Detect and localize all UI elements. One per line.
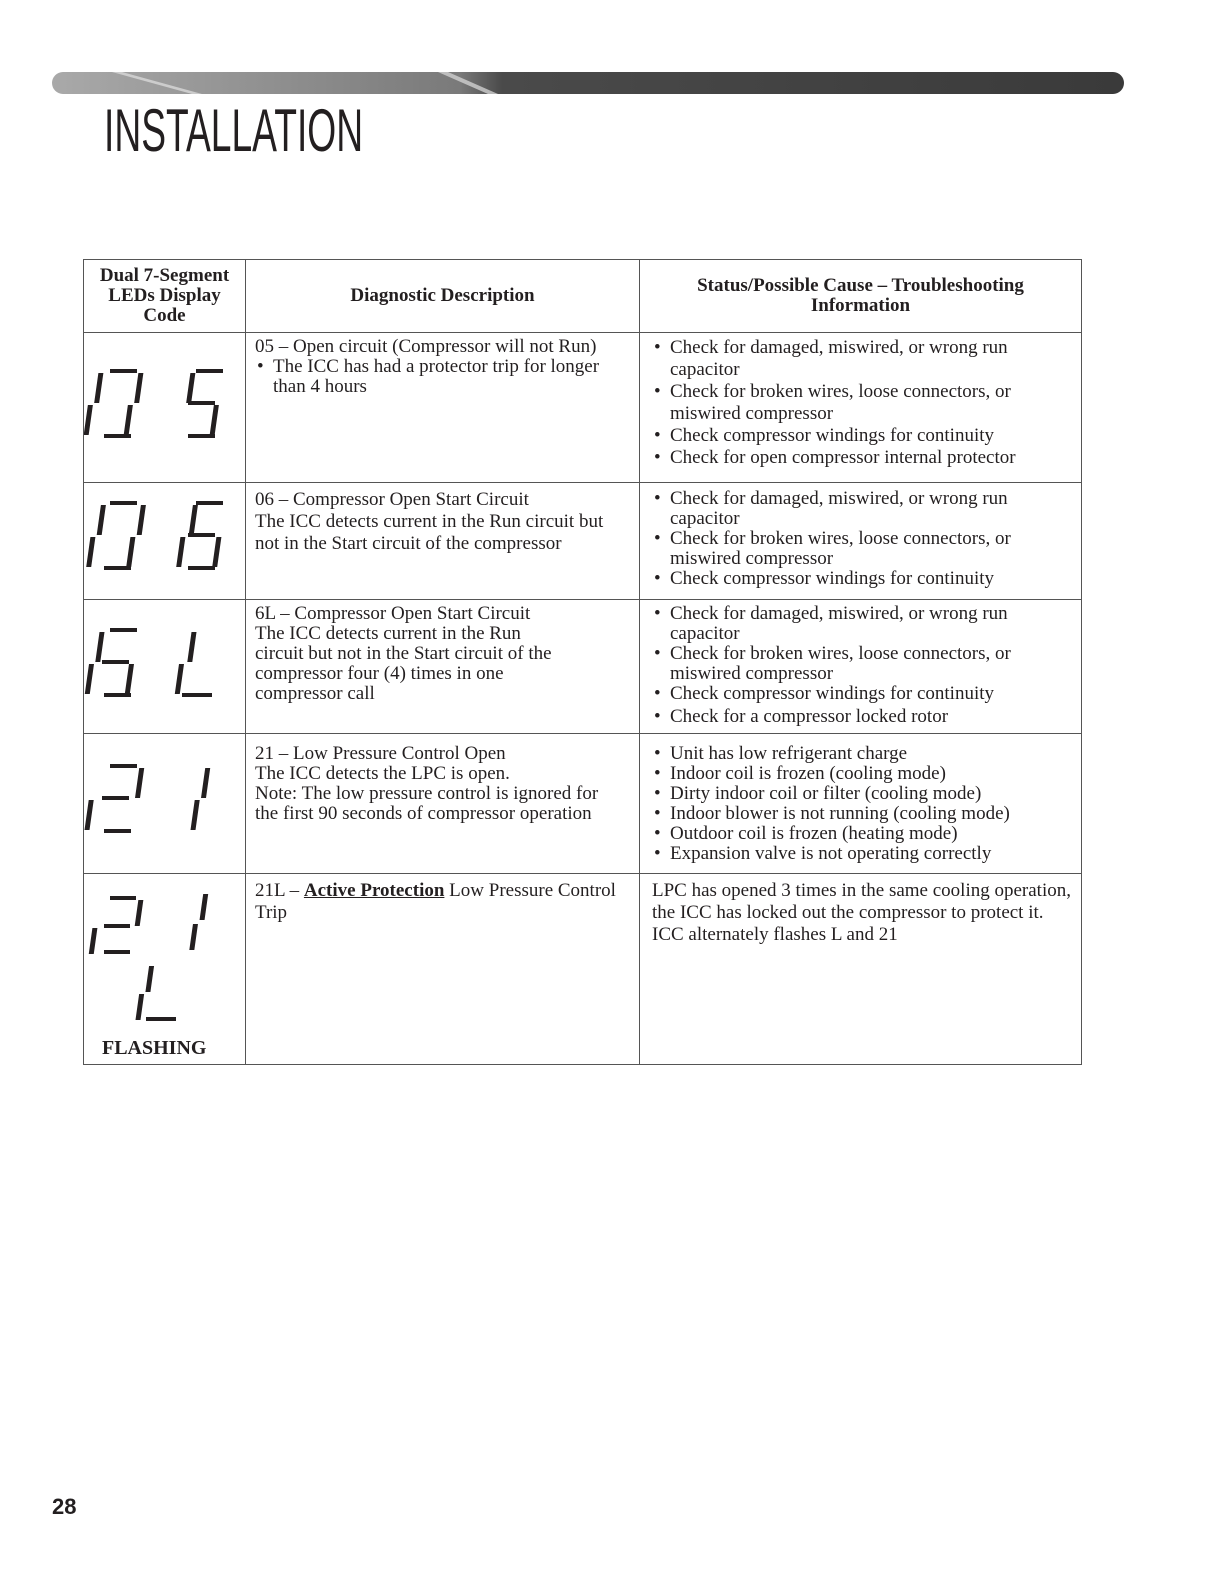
possible-cause [640, 734, 1082, 874]
cause-list [652, 489, 1071, 589]
cause-text: LPC has opened 3 times in the same cooling operation, the ICC has locked out the compressor to protect it. ICC alternately flashes L and 21 [652, 880, 1071, 945]
cause-item: • Check for damaged, miswired, or wrong run capacitor [652, 604, 1011, 644]
flashing-label: FLASHING [102, 1037, 207, 1059]
table-row [84, 734, 1082, 874]
led-display-05 [84, 333, 244, 481]
possible-cause [640, 600, 1082, 734]
table-row [84, 600, 1082, 734]
led-display-code [84, 333, 246, 483]
led-display-06 [84, 483, 244, 598]
cause-item: • Check for broken wires, loose connectors, or miswired compressor [652, 529, 1071, 569]
cause-list [652, 604, 1011, 727]
header-possible-cause-label: Status/Possible Cause – Troubleshooting Information [697, 275, 1024, 316]
description-title: 05 – Open circuit (Compressor will not Run) [255, 336, 597, 357]
table-row [84, 333, 1082, 483]
header-possible-cause [640, 260, 1082, 333]
diagnostic-table [83, 259, 1082, 1065]
description-note: Note: The low pressure control is ignored for the first 90 seconds of compressor operation [255, 783, 599, 824]
led-display-code [84, 874, 246, 1065]
possible-cause [640, 874, 1082, 1065]
led-display-code [84, 600, 246, 734]
cause-item: • Check for damaged, miswired, or wrong run capacitor [652, 337, 1071, 381]
cause-item: • Dirty indoor coil or filter (cooling mode) [652, 784, 1071, 804]
cause-item: • Check for broken wires, loose connectors, or miswired compressor [652, 381, 1071, 425]
diagnostic-description [246, 483, 640, 600]
description-bullets [255, 357, 629, 397]
description-text: The ICC detects the LPC is open. [255, 763, 510, 784]
cause-item: • Check for open compressor internal protector [652, 447, 1071, 469]
possible-cause [640, 483, 1082, 600]
led-display-code [84, 734, 246, 874]
led-display-21-l [84, 874, 244, 1034]
header-display-code [84, 260, 246, 333]
led-display-21 [84, 734, 244, 872]
page-title: INSTALLATION [104, 97, 364, 164]
cause-item: • Check for damaged, miswired, or wrong run capacitor [652, 489, 1071, 529]
cause-list [652, 744, 1071, 864]
cause-item: • Check for broken wires, loose connectors, or miswired compressor [652, 644, 1011, 684]
diagnostic-description [246, 874, 640, 1065]
description-prefix: 21L – [255, 880, 304, 901]
led-display-code [84, 483, 246, 600]
header-diagnostic-description: Diagnostic Description [246, 260, 640, 333]
cause-item: • Outdoor coil is frozen (heating mode) [652, 824, 1071, 844]
description-title: 21 – Low Pressure Control Open [255, 743, 506, 764]
header-bar [52, 72, 1124, 94]
cause-item: • Check compressor windings for continuity [652, 569, 1071, 589]
cause-item: • Check for a compressor locked rotor [652, 707, 1011, 727]
possible-cause [640, 333, 1082, 483]
page-number: 28 [52, 1494, 77, 1519]
diagnostic-description [246, 734, 640, 874]
cause-list [652, 337, 1071, 469]
cause-item: • Expansion valve is not operating correctly [652, 844, 1071, 864]
cause-item: • Indoor blower is not running (cooling mode) [652, 804, 1071, 824]
description-text: The ICC detects current in the Run circuit but not in the Start circuit of the compressor [255, 511, 604, 554]
cause-item: • Check compressor windings for continuity [652, 684, 1011, 704]
table-header-row [84, 260, 1082, 333]
diagnostic-description [246, 600, 640, 734]
description-bullet: • The ICC has had a protector trip for longer than 4 hours [255, 357, 629, 397]
cause-item: • Unit has low refrigerant charge [652, 744, 1071, 764]
description-text: The ICC detects current in the Run circuit but not in the Start circuit of the compressor four (4) times in one compressor call [255, 623, 552, 704]
led-display-6l [84, 600, 244, 732]
cause-item: • Check compressor windings for continuity [652, 425, 1071, 447]
cause-item: • Indoor coil is frozen (cooling mode) [652, 764, 1071, 784]
header-display-code-label: Dual 7-Segment LEDs Display Code [99, 265, 230, 326]
active-protection-label: Active Protection [303, 880, 445, 901]
table-row [84, 483, 1082, 600]
description-suffix: Low Pressure Control Trip [255, 880, 616, 923]
description-title: 06 – Compressor Open Start Circuit [255, 489, 529, 510]
table-row [84, 874, 1082, 1065]
description-title: 6L – Compressor Open Start Circuit [255, 603, 531, 624]
diagnostic-description [246, 333, 640, 483]
